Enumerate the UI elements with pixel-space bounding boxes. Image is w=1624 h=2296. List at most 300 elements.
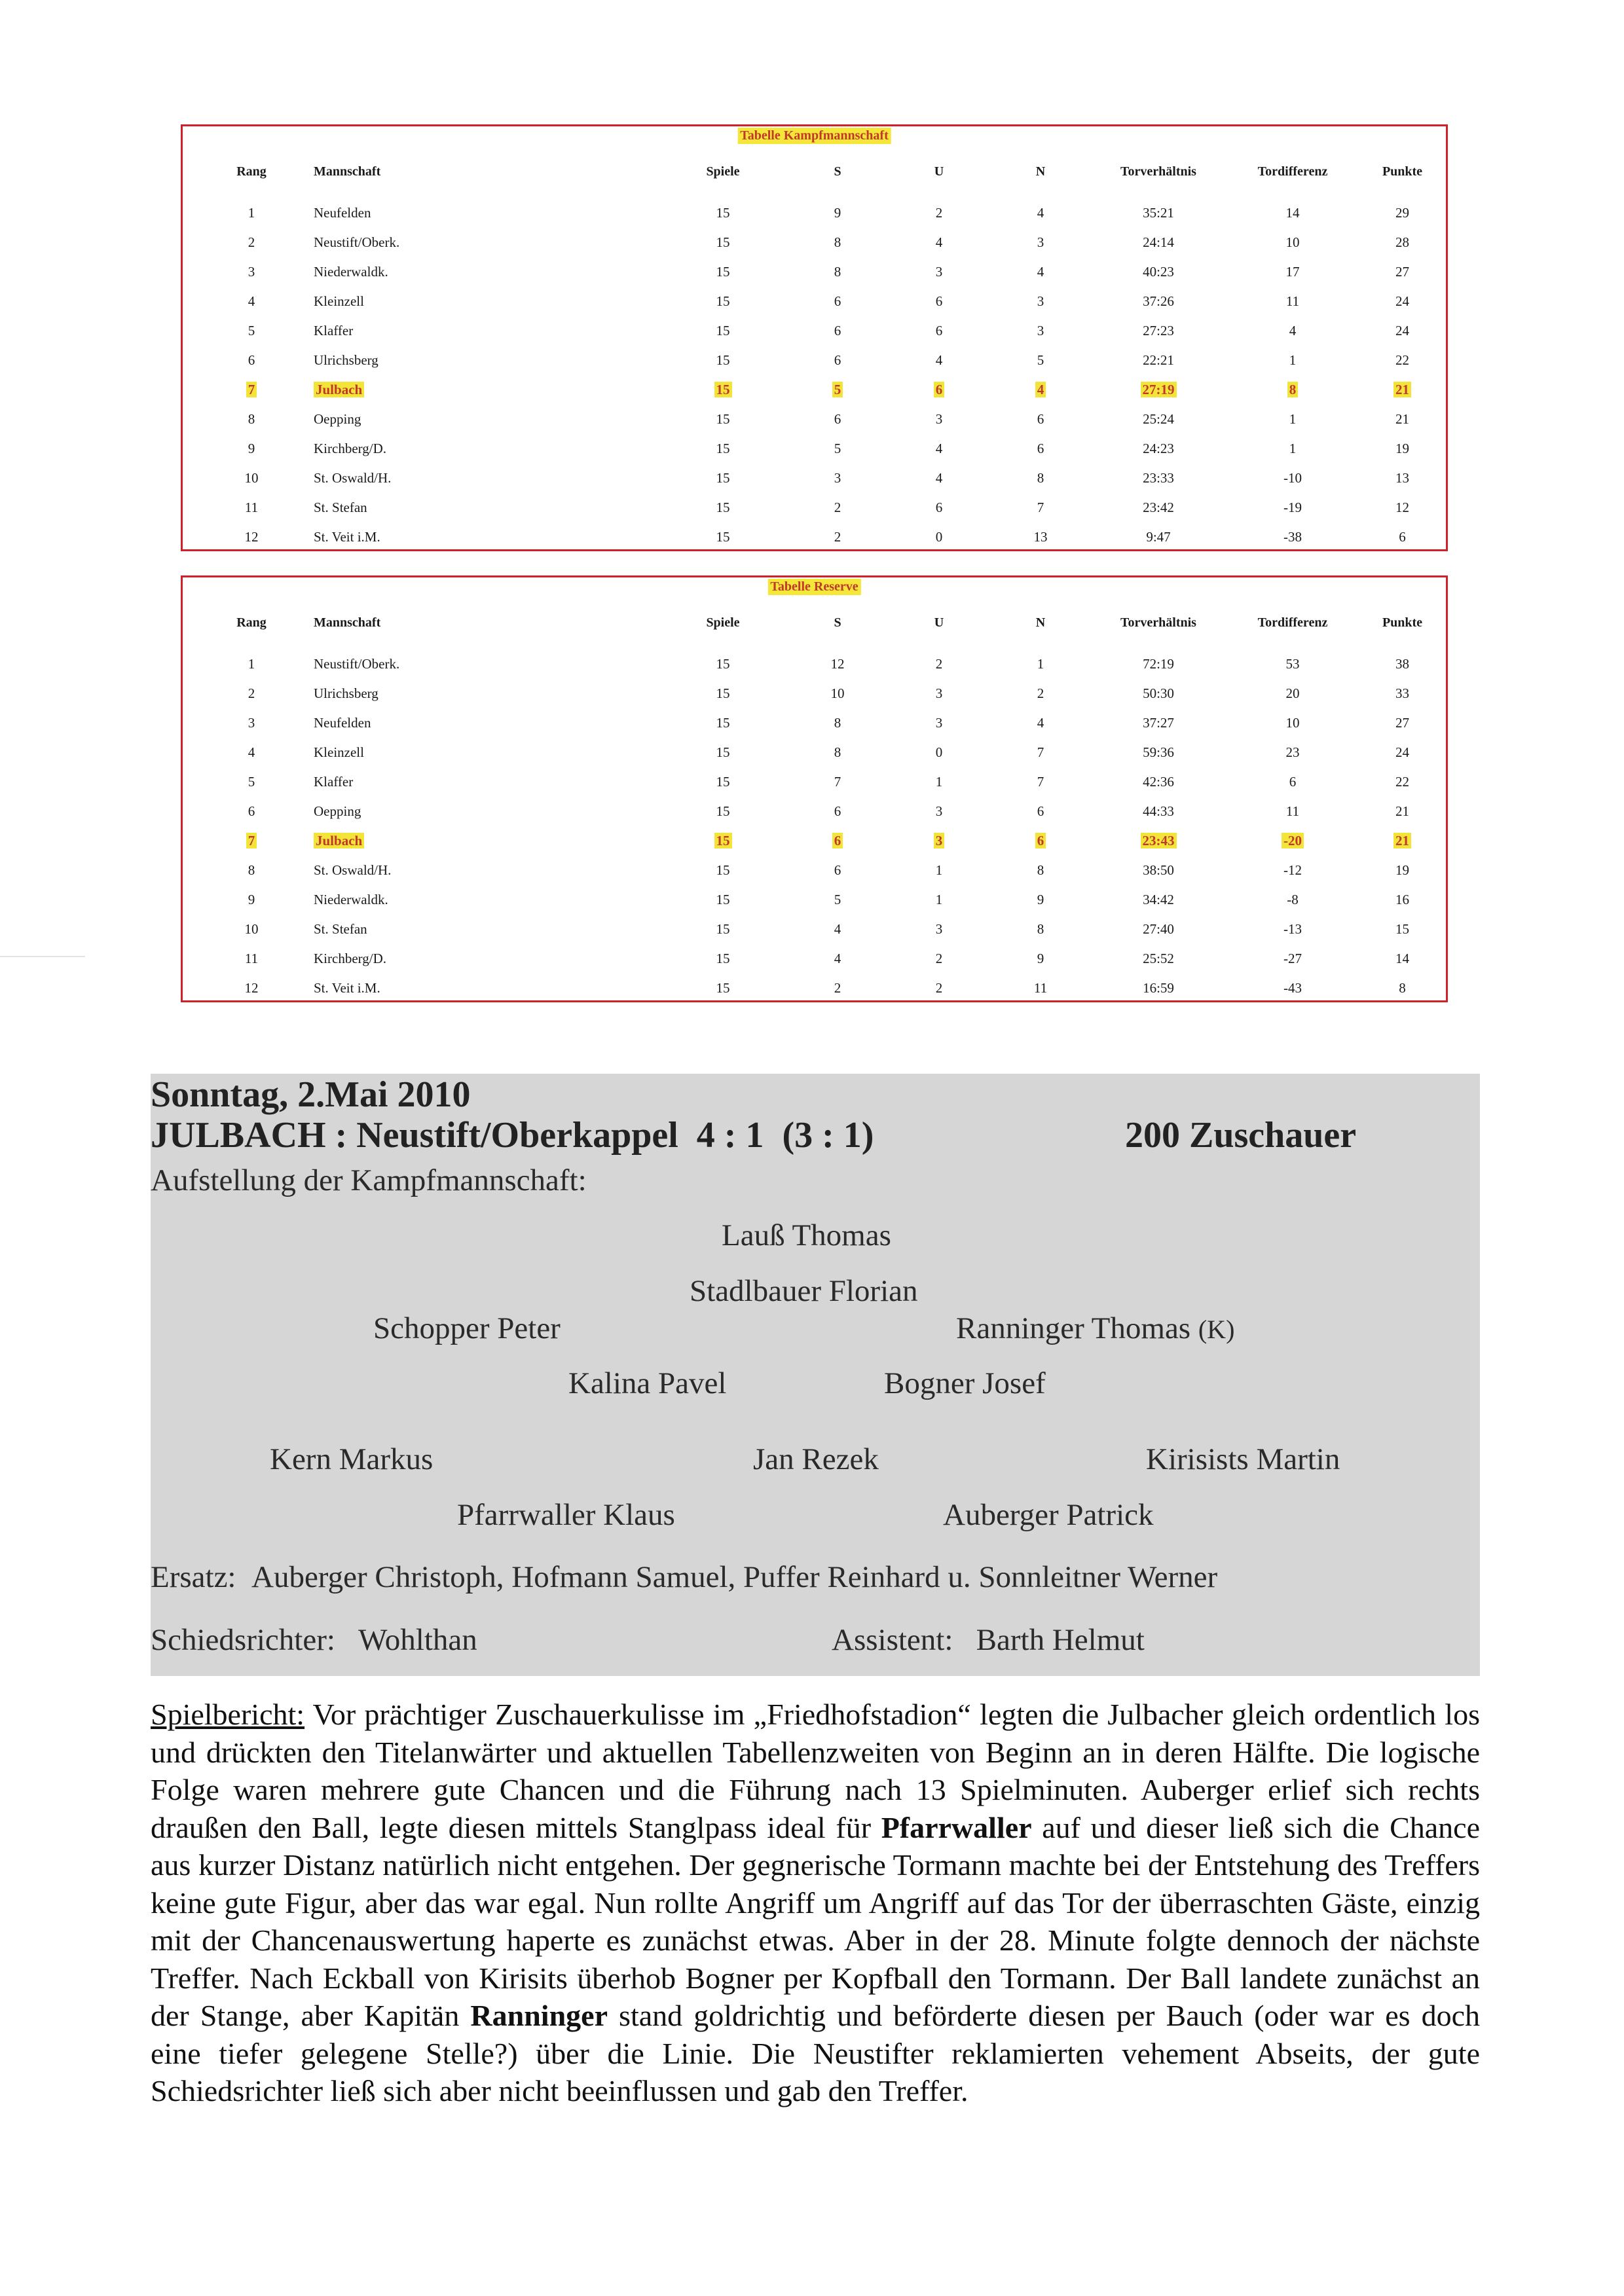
cell-value: 4	[834, 921, 841, 937]
cell-value: 2	[935, 656, 943, 672]
table-cell	[314, 464, 661, 493]
cell-value: 8	[1037, 921, 1044, 937]
table-header-row	[189, 164, 1443, 198]
table-cell	[1224, 649, 1361, 679]
table-cell	[314, 767, 661, 797]
cell-value: 11	[1285, 293, 1300, 309]
report-bold-name: Pfarrwaller	[881, 1810, 1032, 1844]
cell-value: 21	[1395, 803, 1409, 819]
cell-value: 2	[834, 980, 841, 996]
cell-value: 6	[248, 803, 255, 819]
table-cell	[1093, 885, 1224, 915]
cell-value: Ulrichsberg	[314, 352, 378, 368]
table-cell	[785, 856, 890, 885]
cell-value: 4	[935, 441, 943, 456]
table-row	[189, 316, 1443, 346]
table-cell	[661, 464, 785, 493]
column-header: Tordifferenz	[1257, 615, 1328, 630]
column-header: U	[934, 164, 944, 179]
table-cell	[1093, 198, 1224, 228]
cell-value: 16	[1395, 892, 1409, 907]
table-cell	[314, 287, 661, 316]
table-cell	[661, 228, 785, 257]
table-cell	[1361, 287, 1443, 316]
table-cell	[189, 885, 314, 915]
cell-value: 5	[248, 323, 255, 338]
cell-value: -8	[1287, 892, 1299, 907]
table-cell	[1361, 464, 1443, 493]
table-cell	[661, 405, 785, 434]
table-row	[189, 493, 1443, 522]
column-header: N	[1035, 164, 1046, 179]
table-cell	[785, 679, 890, 708]
cell-value: 10	[244, 470, 259, 486]
cell-value: 12	[830, 656, 845, 672]
cell-value: 22	[1395, 352, 1409, 368]
table-cell	[189, 708, 314, 738]
table-cell	[661, 797, 785, 826]
player-mid-left: Kalina Pavel	[568, 1366, 727, 1400]
table-cell	[1361, 405, 1443, 434]
cell-value: 15	[714, 833, 732, 848]
cell-value: 10	[244, 921, 259, 937]
assistant-line	[832, 1622, 1145, 1658]
cell-value: 6	[248, 352, 255, 368]
table-row	[189, 198, 1443, 228]
cell-value: 42:36	[1143, 774, 1174, 790]
cell-value: 3	[248, 715, 255, 731]
cell-value: 2	[834, 500, 841, 515]
cell-value: 6	[834, 323, 841, 338]
cell-value: Neufelden	[314, 715, 371, 731]
table-cell	[890, 198, 988, 228]
table-cell	[661, 738, 785, 767]
cell-value: 1	[1289, 352, 1297, 368]
table-cell	[785, 826, 890, 856]
table-row	[189, 738, 1443, 767]
table-cell	[890, 375, 988, 405]
table-cell	[1093, 767, 1224, 797]
table-cell	[1093, 708, 1224, 738]
cell-value: 15	[716, 411, 730, 427]
player-goalkeeper: Lauß Thomas	[722, 1218, 891, 1252]
cell-value: 7	[834, 774, 841, 790]
table-cell	[1361, 915, 1443, 944]
cell-value: 6	[934, 382, 945, 397]
table-cell	[988, 826, 1093, 856]
cell-value: 22:21	[1143, 352, 1174, 368]
table-header-row	[189, 615, 1443, 649]
table-cell	[1093, 944, 1224, 974]
cell-value: 15	[716, 656, 730, 672]
table-cell	[1224, 405, 1361, 434]
table-cell	[661, 434, 785, 464]
table-caption: Tabelle Kampfmannschaft	[737, 128, 891, 144]
cell-value: 24:14	[1143, 234, 1174, 250]
table-cell	[189, 198, 314, 228]
table-row	[189, 708, 1443, 738]
column-header: Spiele	[706, 164, 740, 179]
table-cell	[785, 228, 890, 257]
table-cell	[1224, 885, 1361, 915]
player-name: Ranninger Thomas	[956, 1311, 1191, 1345]
table-cell	[785, 316, 890, 346]
table-cell	[314, 826, 661, 856]
cell-value: 29	[1395, 205, 1409, 221]
cell-value: 1	[935, 892, 943, 907]
cell-value: 3	[935, 264, 943, 280]
cell-value: 2	[834, 529, 841, 545]
table-cell	[661, 679, 785, 708]
table-cell	[1361, 797, 1443, 826]
table-row	[189, 228, 1443, 257]
table-cell	[890, 767, 988, 797]
table-cell	[1093, 826, 1224, 856]
match-result: JULBACH : Neustift/Oberkappel 4 : 1 (3 : 1)	[151, 1115, 874, 1156]
cell-value: 21	[1393, 833, 1411, 848]
cell-value: 15	[716, 980, 730, 996]
cell-value: 35:21	[1143, 205, 1174, 221]
cell-value: Ulrichsberg	[314, 685, 378, 701]
cell-value: 7	[1037, 774, 1044, 790]
table-cell	[314, 346, 661, 375]
cell-value: 50:30	[1143, 685, 1174, 701]
cell-value: 7	[1037, 744, 1044, 760]
table-cell	[189, 767, 314, 797]
table-row	[189, 856, 1443, 885]
cell-value: 38:50	[1143, 862, 1174, 878]
table-cell	[661, 522, 785, 552]
table-cell	[314, 708, 661, 738]
table-cell	[314, 944, 661, 974]
cell-value: 8	[1037, 470, 1044, 486]
table-kampfmannschaft	[181, 124, 1448, 551]
cell-value: 8	[1037, 862, 1044, 878]
column-header: Mannschaft	[314, 164, 381, 179]
table-cell	[189, 915, 314, 944]
cell-value: 33	[1395, 685, 1409, 701]
table-cell	[189, 464, 314, 493]
cell-value: -13	[1283, 921, 1302, 937]
table-cell	[189, 287, 314, 316]
cell-value: 15	[716, 352, 730, 368]
table-cell	[314, 797, 661, 826]
scan-mark	[0, 956, 85, 957]
table-cell	[661, 316, 785, 346]
cell-value: 15	[716, 293, 730, 309]
cell-value: 5	[834, 441, 841, 456]
table-cell	[1224, 708, 1361, 738]
cell-value: 15	[716, 205, 730, 221]
cell-value: 2	[935, 205, 943, 221]
table-cell	[988, 522, 1093, 552]
table-cell	[661, 885, 785, 915]
cell-value: 1	[1289, 441, 1297, 456]
report-label: Spielbericht:	[151, 1698, 305, 1731]
table-cell	[785, 464, 890, 493]
cell-value: 25:52	[1143, 951, 1174, 966]
cell-value: St. Stefan	[314, 921, 367, 937]
cell-value: 3	[935, 685, 943, 701]
table-row	[189, 767, 1443, 797]
table-cell	[661, 198, 785, 228]
cell-value: Kirchberg/D.	[314, 951, 386, 966]
cell-value: 1	[1289, 411, 1297, 427]
cell-value: 1	[248, 205, 255, 221]
cell-value: 4	[935, 234, 943, 250]
table-row	[189, 679, 1443, 708]
cell-value: 15	[716, 470, 730, 486]
table-cell	[785, 797, 890, 826]
cell-value: 38	[1395, 656, 1409, 672]
cell-value: 16:59	[1143, 980, 1174, 996]
cell-value: 2	[248, 685, 255, 701]
cell-value: 15	[716, 744, 730, 760]
cell-value: 15	[716, 323, 730, 338]
cell-value: 3	[934, 833, 945, 848]
cell-value: 6	[935, 323, 943, 338]
column-header: Rang	[236, 615, 267, 630]
table-cell	[785, 738, 890, 767]
referee-name: Wohlthan	[358, 1623, 477, 1657]
table-cell	[1361, 738, 1443, 767]
table-cell	[1361, 708, 1443, 738]
cell-value: Neustift/Oberk.	[314, 656, 400, 672]
cell-value: Kleinzell	[314, 293, 364, 309]
cell-value: 1	[935, 774, 943, 790]
cell-value: 1	[935, 862, 943, 878]
table-cell	[1093, 434, 1224, 464]
cell-value: 9:47	[1146, 529, 1171, 545]
table-cell	[890, 228, 988, 257]
cell-value: 3	[1037, 234, 1044, 250]
substitutes-line	[151, 1559, 1217, 1595]
cell-value: 15	[1395, 921, 1409, 937]
cell-value: 8	[834, 744, 841, 760]
table-cell	[1224, 738, 1361, 767]
table-cell	[1093, 316, 1224, 346]
table-cell	[890, 885, 988, 915]
cell-value: 6	[834, 862, 841, 878]
cell-value: 15	[716, 921, 730, 937]
table-cell	[1224, 257, 1361, 287]
table-cell	[1224, 974, 1361, 1003]
cell-value: 72:19	[1143, 656, 1174, 672]
table-cell	[785, 493, 890, 522]
table-cell	[1093, 346, 1224, 375]
cell-value: 59:36	[1143, 744, 1174, 760]
cell-value: 20	[1285, 685, 1300, 701]
cell-value: 11	[1033, 980, 1048, 996]
table-cell	[1093, 649, 1224, 679]
table-cell	[785, 434, 890, 464]
table-cell	[1361, 375, 1443, 405]
table-cell	[1224, 522, 1361, 552]
cell-value: Neufelden	[314, 205, 371, 221]
table-row	[189, 257, 1443, 287]
table-cell	[785, 375, 890, 405]
cell-value: 15	[716, 234, 730, 250]
cell-value: 3	[935, 921, 943, 937]
cell-value: Oepping	[314, 411, 361, 427]
cell-value: 22	[1395, 774, 1409, 790]
cell-value: 8	[834, 715, 841, 731]
report-text: Vor prächtiger Zuschauerkulisse im „Friedhofstadion“ legten die Julbacher gleich ordentlich los und drückten den Titelanwärter und aktuellen Tabellenzweiten von Beginn an in deren Hälfte. Die logische Folge waren mehrere gute Chancen und die Führung nach 13 Spielminuten. Auberger erlief sich rechts draußen den Ball, legte diesen mittels Stanglpass ideal für	[151, 1698, 1480, 1844]
table-row	[189, 649, 1443, 679]
table-cell	[890, 915, 988, 944]
cell-value: 9	[834, 205, 841, 221]
cell-value: 6	[834, 411, 841, 427]
cell-value: 0	[935, 744, 943, 760]
table-cell	[1361, 228, 1443, 257]
cell-value: -43	[1283, 980, 1302, 996]
table-cell	[661, 974, 785, 1003]
column-header: Rang	[236, 164, 267, 179]
cell-value: 7	[246, 382, 257, 397]
table-cell	[661, 493, 785, 522]
table-cell	[1224, 316, 1361, 346]
table-cell	[1361, 434, 1443, 464]
table-cell	[890, 649, 988, 679]
table-cell	[988, 316, 1093, 346]
table-cell	[1361, 649, 1443, 679]
table-cell	[189, 522, 314, 552]
cell-value: 15	[716, 529, 730, 545]
cell-value: 14	[1395, 951, 1409, 966]
league-table	[189, 164, 1443, 552]
cell-value: 8	[834, 234, 841, 250]
cell-value: 15	[716, 774, 730, 790]
cell-value: 13	[1395, 470, 1409, 486]
table-cell	[1093, 974, 1224, 1003]
table-cell	[661, 375, 785, 405]
cell-value: -20	[1282, 833, 1304, 848]
table-cell	[661, 915, 785, 944]
cell-value: 3	[1037, 323, 1044, 338]
cell-value: 6	[1399, 529, 1406, 545]
cell-value: 12	[244, 529, 259, 545]
column-header: Punkte	[1382, 164, 1423, 179]
table-cell	[314, 257, 661, 287]
table-cell	[1224, 679, 1361, 708]
cell-value: 4	[1037, 715, 1044, 731]
player-def-left: Schopper Peter	[373, 1311, 561, 1345]
cell-value: Neustift/Oberk.	[314, 234, 400, 250]
column-header: U	[934, 615, 944, 630]
table-row	[189, 915, 1443, 944]
subs-names: Auberger Christoph, Hofmann Samuel, Puffer Reinhard u. Sonnleitner Werner	[251, 1560, 1218, 1594]
cell-value: 17	[1285, 264, 1300, 280]
table-cell	[314, 522, 661, 552]
table-cell	[890, 287, 988, 316]
cell-value: 3	[935, 715, 943, 731]
table-cell	[1361, 856, 1443, 885]
table-cell	[661, 346, 785, 375]
cell-value: 6	[935, 293, 943, 309]
table-cell	[1224, 228, 1361, 257]
table-cell	[890, 797, 988, 826]
table-cell	[314, 738, 661, 767]
cell-value: 23:42	[1143, 500, 1174, 515]
captain-mark: (K)	[1198, 1315, 1235, 1344]
cell-value: 1	[248, 656, 255, 672]
table-cell	[988, 346, 1093, 375]
table-cell	[785, 257, 890, 287]
table-cell	[785, 915, 890, 944]
cell-value: -38	[1283, 529, 1302, 545]
cell-value: 2	[935, 980, 943, 996]
table-row	[189, 375, 1443, 405]
column-header: S	[834, 615, 841, 630]
table-cell	[1361, 346, 1443, 375]
table-cell	[1224, 198, 1361, 228]
cell-value: 6	[834, 803, 841, 819]
cell-value: Julbach	[314, 382, 364, 397]
cell-value: St. Veit i.M.	[314, 529, 380, 545]
table-cell	[189, 826, 314, 856]
cell-value: Kleinzell	[314, 744, 364, 760]
table-cell	[988, 464, 1093, 493]
player-fwd-right: Auberger Patrick	[943, 1498, 1154, 1532]
table-cell	[1093, 405, 1224, 434]
cell-value: 7	[246, 833, 257, 848]
cell-value: 2	[935, 951, 943, 966]
match-date: Sonntag, 2.Mai 2010	[151, 1074, 471, 1115]
cell-value: 4	[248, 744, 255, 760]
table-cell	[890, 405, 988, 434]
table-cell	[1224, 375, 1361, 405]
cell-value: 21	[1395, 411, 1409, 427]
cell-value: 11	[244, 500, 259, 515]
cell-value: -10	[1283, 470, 1302, 486]
assistant-name: Barth Helmut	[976, 1623, 1145, 1657]
cell-value: 27	[1395, 264, 1409, 280]
column-header: Mannschaft	[314, 615, 381, 630]
table-cell	[988, 679, 1093, 708]
cell-value: 6	[1037, 803, 1044, 819]
cell-value: 2	[248, 234, 255, 250]
cell-value: -19	[1283, 500, 1302, 515]
cell-value: 5	[248, 774, 255, 790]
table-row	[189, 522, 1443, 552]
cell-value: 23	[1285, 744, 1300, 760]
cell-value: 6	[834, 352, 841, 368]
cell-value: 4	[935, 470, 943, 486]
cell-value: 8	[1287, 382, 1299, 397]
cell-value: 3	[935, 803, 943, 819]
table-cell	[785, 974, 890, 1003]
table-cell	[1093, 493, 1224, 522]
cell-value: 15	[716, 441, 730, 456]
table-cell	[890, 493, 988, 522]
lineup-label: Aufstellung der Kampfmannschaft:	[151, 1163, 587, 1197]
cell-value: 2	[1037, 685, 1044, 701]
match-info-box	[151, 1074, 1480, 1676]
player-def-right	[956, 1311, 1234, 1346]
table-cell	[1093, 856, 1224, 885]
table-cell	[314, 316, 661, 346]
cell-value: 6	[834, 293, 841, 309]
cell-value: -27	[1283, 951, 1302, 966]
cell-value: 10	[1285, 715, 1300, 731]
league-table	[189, 615, 1443, 1003]
cell-value: 23:33	[1143, 470, 1174, 486]
table-cell	[988, 738, 1093, 767]
table-row	[189, 287, 1443, 316]
cell-value: 12	[1395, 500, 1409, 515]
cell-value: 27:23	[1143, 323, 1174, 338]
player-wing-right: Kirisists Martin	[1146, 1442, 1340, 1476]
